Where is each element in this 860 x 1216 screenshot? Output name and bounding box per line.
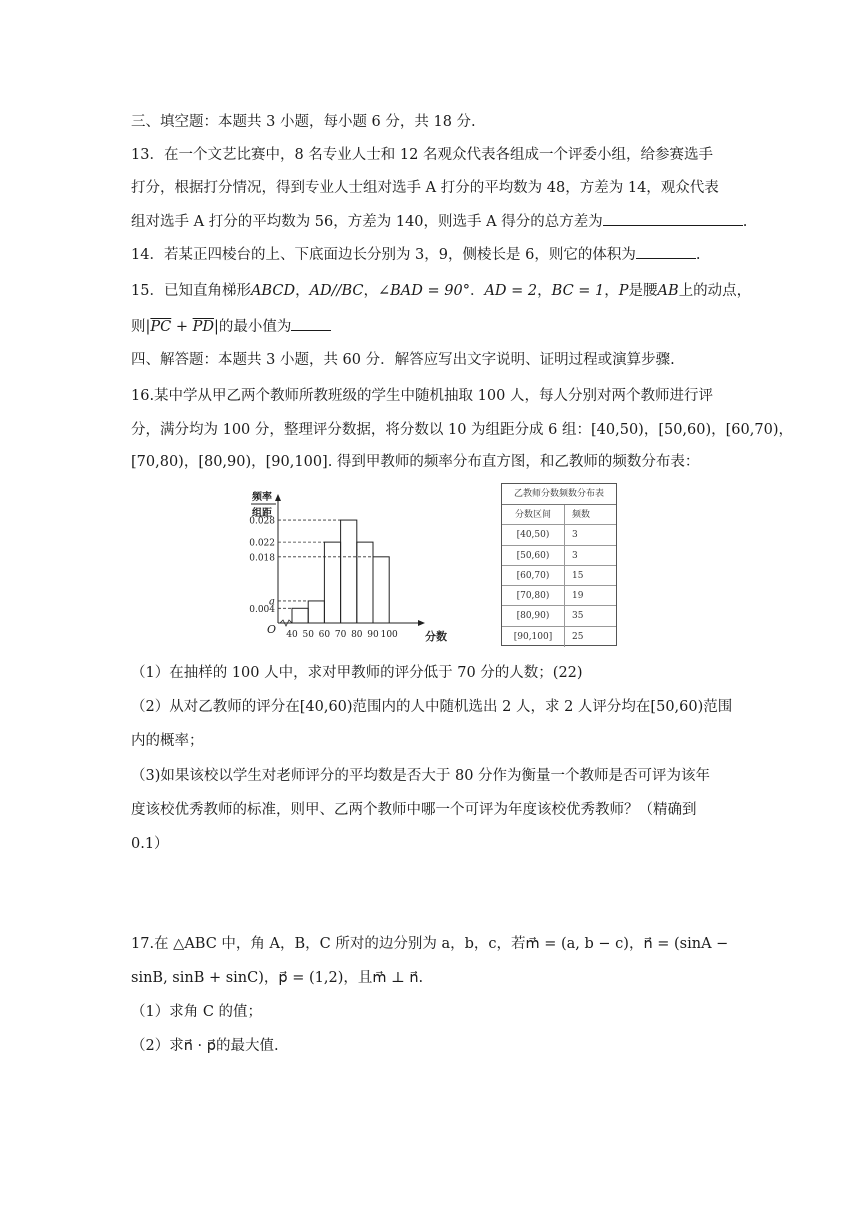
q14-text: 14．若某正四棱台的上、下底面边长分别为 3，9，侧棱长是 6，则它的体积为 (131, 247, 636, 263)
x-tick-label: 80 (351, 630, 363, 640)
x-tick-label: 60 (318, 630, 331, 640)
table-row (502, 525, 616, 545)
table-header-row (502, 505, 616, 525)
x-axis-title: 分数 (425, 630, 447, 643)
q15-answer-blank[interactable] (291, 316, 331, 331)
q16-sub3-line1: （3)如果该校以学生对老师评分的平均数是否大于 80 分作为衡量一个教师是否可评为该年 (131, 768, 711, 784)
y-tick-label: a (269, 596, 275, 608)
q15-sep5: ， (604, 283, 619, 299)
q15-plus: + (171, 319, 193, 335)
table-row (502, 546, 616, 566)
table-title: 乙教师分数频数分布表 (502, 484, 616, 505)
histogram-bar (308, 601, 324, 623)
histogram-bar (341, 520, 357, 623)
histogram-bar (324, 542, 340, 623)
q16-sub2-line1: （2）从对乙教师的评分在[40,60)范围内的人中随机选出 2 人，求 2 人评分均在[50,60)范围 (131, 699, 733, 715)
q15-line2 (131, 316, 331, 337)
histogram-bar (292, 608, 308, 623)
table-header-count: 频数 (572, 510, 591, 520)
histogram-ylabel (251, 490, 276, 519)
q15-abcd: ABCD (250, 283, 296, 299)
q15-ad: AD = 2 (484, 283, 538, 299)
x-tick-label: 70 (334, 630, 347, 640)
q16-sub2-line2: 内的概率； (131, 733, 204, 749)
q15-sep2: ， (363, 283, 378, 299)
x-tick-labels (286, 630, 398, 640)
frequency-histogram (245, 488, 455, 648)
histogram-bar (357, 542, 373, 623)
q13-line3 (131, 211, 747, 232)
x-tick-label: 90 (367, 630, 379, 640)
q15-text-e: |的最小值为 (214, 319, 292, 335)
q15-sep3: ． (469, 283, 485, 299)
histogram-bar (373, 557, 389, 623)
q14-answer-blank[interactable] (636, 244, 696, 259)
y-axis-arrow (275, 494, 281, 501)
table-cell-count: 15 (572, 570, 584, 581)
q16-line2: 分，满分均为 100 分，整理评分数据，将分数以 10 为组距分成 6 组：[40,50)，[50,60)，[60,70)， (131, 422, 793, 438)
q15-line1 (131, 281, 751, 301)
section3-title: 三、填空题：本题共 3 小题，每小题 6 分，共 18 分. (131, 114, 476, 130)
histogram-bars (292, 520, 389, 623)
table-row (502, 606, 616, 626)
q15-parallel: AD//BC (309, 283, 364, 299)
q17-line2: sinB, sinB + sinC)，p⃗ = (1,2)，且m⃗ ⊥ n⃗. (131, 970, 424, 986)
table-cell-interval: [90,100] (502, 627, 565, 647)
q15-vector-pd: $\overline{PD}$ (192, 319, 215, 335)
table-cell-count: 3 (572, 550, 578, 561)
table-cell-interval: [70,80) (502, 586, 565, 605)
x-tick-label: 40 (286, 630, 298, 640)
x-axis-arrow (418, 620, 425, 626)
q16-sub1: （1）在抽样的 100 人中，求对甲教师的评分低于 70 分的人数；(22) (131, 665, 583, 681)
table-cell-count: 35 (572, 611, 584, 622)
q14-line (131, 244, 700, 265)
table-cell-interval: [50,60) (502, 546, 565, 565)
table-cell-interval: [40,50) (502, 525, 565, 544)
table-cell-count: 3 (572, 530, 578, 541)
q16-line1: 16.某中学从甲乙两个教师所教班级的学生中随机抽取 100 人，每人分别对两个教师进行评 (131, 388, 713, 404)
q15-angle: ∠BAD = 90° (377, 283, 470, 299)
q17-line1: 17.在 △ABC 中，角 A，B，C 所对的边分别为 a，b，c，若m⃗ = (a, b − c)，n⃗ = (sinA − (131, 936, 729, 952)
q15-sep1: ， (295, 283, 310, 299)
q15-sep4: ， (537, 283, 552, 299)
q15-p: P (618, 283, 629, 299)
table-cell-count: 25 (572, 631, 584, 642)
q15-text-c: 上的动点， (678, 283, 752, 299)
q17-sub2: （2）求n⃗ · p⃗的最大值. (131, 1038, 279, 1054)
section4-title: 四、解答题：本题共 3 小题，共 60 分．解答应写出文字说明、证明过程或演算步骤. (131, 352, 675, 368)
y-tick-label: 0.004 (249, 604, 275, 615)
x-tick-label: 100 (380, 630, 398, 640)
q15-vector-pc: $\overline{PC}$ (150, 319, 172, 335)
q15-text-b: 是腰 (628, 283, 658, 299)
q15-text-a: 15．已知直角梯形 (131, 283, 251, 299)
x-tick-label: 50 (302, 630, 314, 640)
ylabel-bottom: 组距 (252, 508, 272, 519)
frequency-table (501, 483, 617, 646)
q13-text: 组对选手 A 打分的平均数为 56，方差为 140，则选手 A 得分的总方差为 (131, 214, 603, 230)
q13-answer-blank[interactable] (603, 211, 743, 226)
table-row (502, 566, 616, 586)
y-tick-label: 0.028 (249, 516, 275, 527)
table-cell-interval: [60,70) (502, 566, 565, 585)
q16-line3: [70,80)，[80,90)，[90,100]. 得到甲教师的频率分布直方图，和乙教师的频数分布表： (131, 454, 700, 470)
q13-line2: 打分，根据打分情况，得到专业人士组对选手 A 打分的平均数为 48，方差为 14，观众代表 (131, 180, 719, 196)
q16-sub3-line3: 0.1） (131, 836, 169, 852)
origin-label: O (267, 623, 277, 636)
y-tick-labels (249, 517, 275, 615)
table-cell-interval: [80,90) (502, 606, 565, 625)
table-header-interval: 分数区间 (502, 505, 565, 524)
reference-lines (278, 520, 373, 608)
q15-ab: AB (657, 283, 679, 299)
table-row (502, 627, 616, 647)
table-row (502, 586, 616, 606)
q17-sub1: （1）求角 C 的值； (131, 1004, 263, 1020)
q13-line1: 13．在一个文艺比赛中，8 名专业人士和 12 名观众代表各组成一个评委小组，给参赛选手 (131, 147, 713, 163)
q15-text-d: 则| (131, 319, 151, 335)
q15-bc: BC = 1 (551, 283, 605, 299)
y-tick-label: 0.022 (249, 538, 275, 549)
y-tick-label: 0.018 (249, 553, 275, 564)
ylabel-top: 频率 (252, 492, 272, 503)
q14-end: . (695, 247, 701, 263)
table-cell-count: 19 (572, 591, 584, 602)
q13-end: . (742, 214, 748, 230)
q16-sub3-line2: 度该校优秀教师的标准，则甲、乙两个教师中哪一个可评为年度该校优秀教师？（精确到 (131, 802, 697, 818)
